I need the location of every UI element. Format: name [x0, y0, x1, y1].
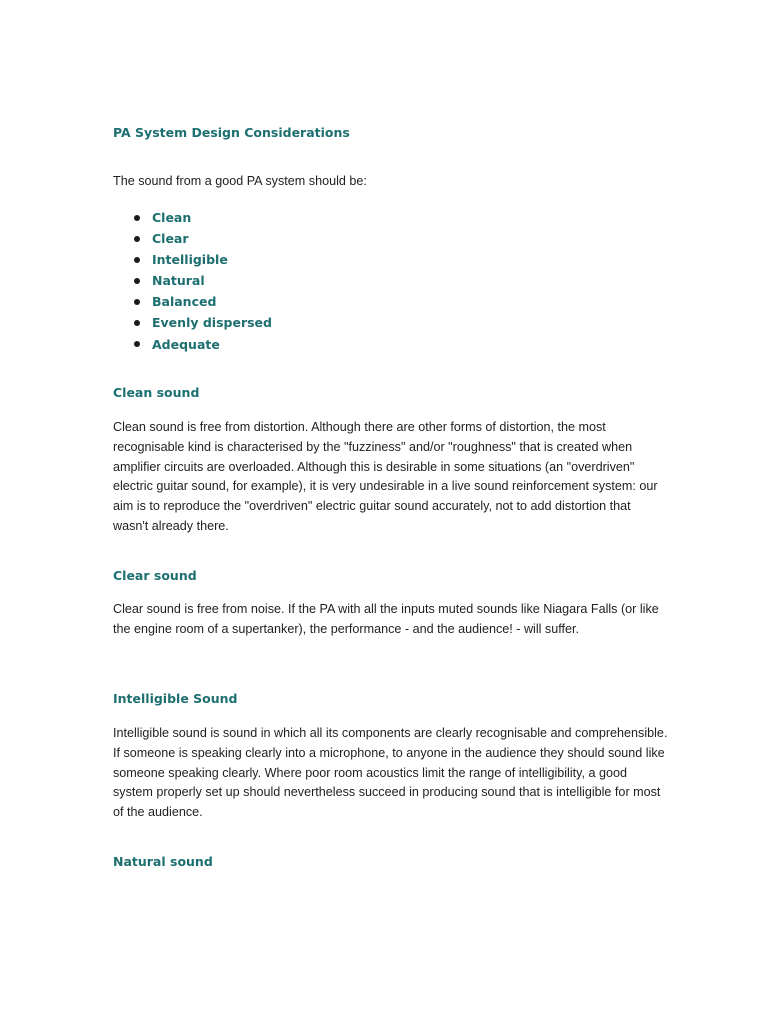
list-item: Natural: [113, 270, 272, 291]
bullet-icon: [134, 320, 140, 326]
list-item: Evenly dispersed: [113, 312, 272, 333]
list-item: Clear: [113, 228, 272, 249]
section-body-intelligible: Intelligible sound is sound in which all its components are clearly recognisable and comprehensible. If someone is speaking clearly into a microphone, to anyone in the audience they should sound like someone speaking clearly. Where poor room acoustics limit the range of intelligibility, a good system properly set up should nevertheless succeed in producing sound that is intelligible for most of the audience.: [113, 726, 668, 820]
list-item: Intelligible: [113, 249, 272, 270]
bullet-icon: [134, 299, 140, 305]
page-title: PA System Design Considerations: [113, 125, 350, 140]
bullet-icon: [134, 278, 140, 284]
section-heading-clear: Clear sound: [113, 568, 197, 583]
section-body-clear: Clear sound is free from noise. If the PA with all the inputs muted sounds like Niagara Falls (or like the engine room of a supertanker), the performance - and the audience! - will suffer.: [113, 602, 659, 636]
list-item: Balanced: [113, 291, 272, 312]
section-heading-intelligible: Intelligible Sound: [113, 691, 238, 706]
bullet-icon: [134, 215, 140, 221]
list-item: Clean: [113, 207, 272, 228]
qualities-list: [113, 207, 272, 355]
bullet-icon: [134, 236, 140, 242]
intro-text: The sound from a good PA system should be:: [113, 174, 367, 188]
bullet-icon: [134, 257, 140, 263]
bullet-icon: [134, 341, 140, 347]
section-body-clean: Clean sound is free from distortion. Although there are other forms of distortion, the most recognisable kind is characterised by the "fuzziness" and/or "roughness" that is created when amplifier circuits are overloaded. Although this is desirable in some situations (an "overdriven" electric guitar sound, for example), it is very undesirable in a live sound reinforcement system: our aim is to reproduce the "overdriven" electric guitar sound accurately, not to add distortion that wasn't already there.: [113, 420, 658, 533]
section-heading-natural: Natural sound: [113, 854, 213, 869]
list-item: Adequate: [113, 334, 272, 355]
section-heading-clean: Clean sound: [113, 385, 200, 400]
